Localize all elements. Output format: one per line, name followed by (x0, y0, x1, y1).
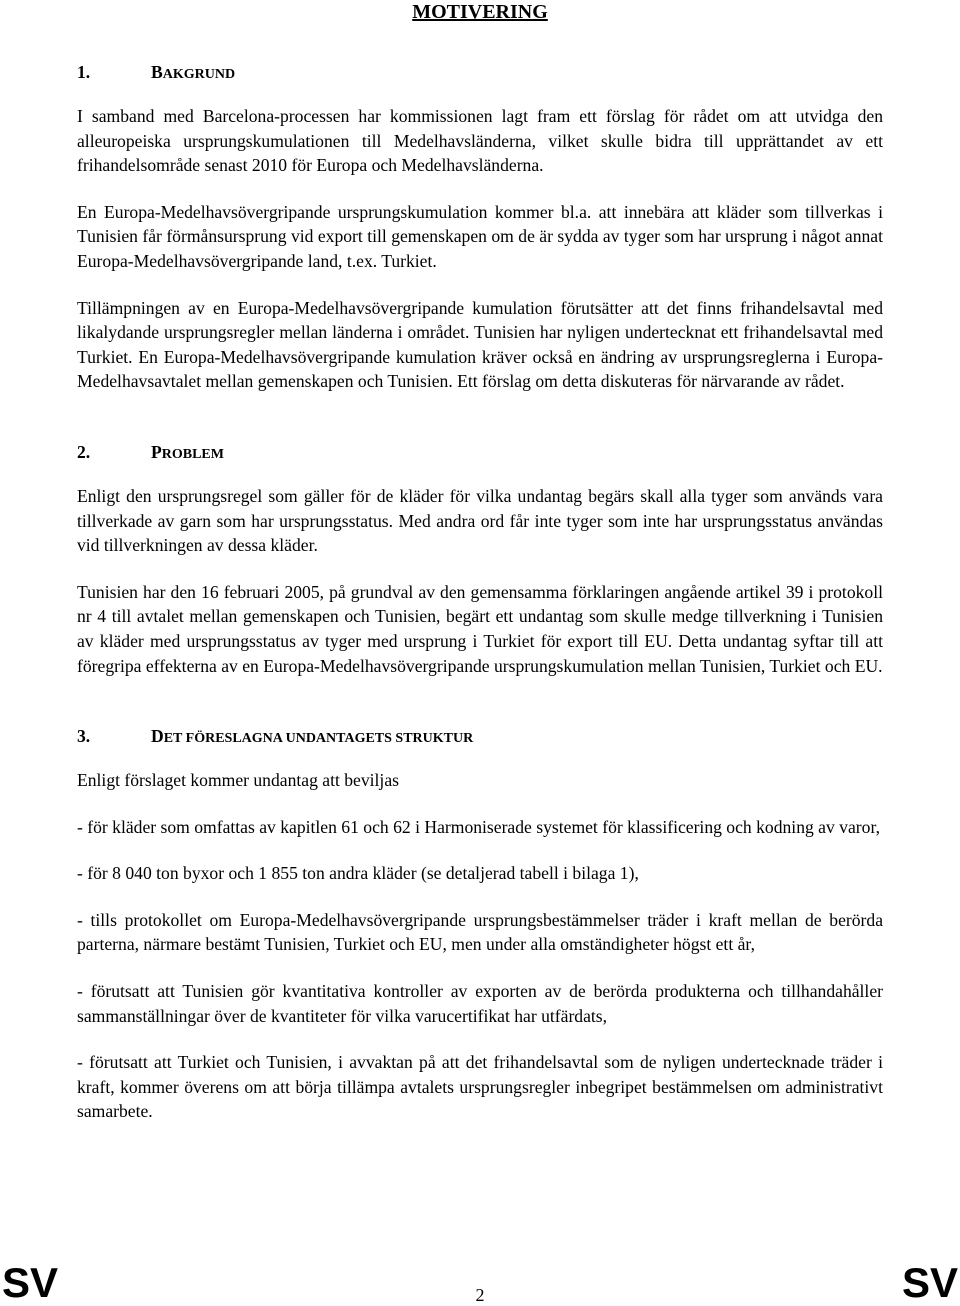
footer-language-code-right: SV (901, 1259, 958, 1306)
section-number: 1. (77, 62, 91, 82)
section-heading-structure (77, 724, 883, 748)
list-item: - förutsatt att Tunisien gör kvantitativa kontroller av exporten av de berörda produkterna och tillhandahåller sammanställningar över de kvantiteter för vilka varucertifikat har utfärdats, (77, 981, 883, 1026)
page-number: 2 (475, 1285, 485, 1305)
section-heading-initial: D (151, 726, 164, 747)
section-heading-background (77, 60, 883, 84)
section-heading-initial: B (151, 62, 163, 82)
section-heading-rest: ROBLEM (161, 446, 224, 462)
section-number: 2. (77, 441, 91, 462)
paragraph: Enligt den ursprungsregel som gäller för de kläder för vilka undantag begärs skall alla tyger som används vara tillverkade av garn som har ursprungsstatus. Med andra ord får inte tyger som inte har ursprungsstatus användas vid tillverkningen av dessa kläder. (77, 485, 883, 556)
section-heading-rest: ET FÖRESLAGNA UNDANTAGETS STRUKTUR (163, 731, 474, 747)
section-heading-problem (77, 440, 883, 464)
paragraph: En Europa-Medelhavsövergripande ursprungskumulation kommer bl.a. att innebära att kläder som tillverkas i Tunisien får förmånsursprung vid export till gemenskapen om de är sydda av tyger som har ursprung i något annat Europa-Medelhavsövergripande land, t.ex. Turkiet. (77, 201, 883, 271)
document-title: MOTIVERING (412, 1, 548, 23)
list-item: - för 8 040 ton byxor och 1 855 ton andra kläder (se detaljerad tabell i bilaga 1), (77, 863, 639, 884)
section-number: 3. (77, 726, 91, 747)
section-heading-initial: P (151, 441, 162, 462)
paragraph: Enligt förslaget kommer undantag att beviljas (77, 770, 399, 791)
footer-language-code-left: SV (2, 1259, 59, 1306)
paragraph: Tunisien har den 16 februari 2005, på grundval av den gemensamma förklaringen angående artikel 39 i protokoll nr 4 till avtalet mellan gemenskapen och Tunisien, begärt ett undantag som skulle medge tillverkning i Tunisien av kläder med ursprungsstatus av tyger med ursprung i Turkiet för export till EU. Detta undantag syftar till att föregripa effekterna av en Europa-Medelhavsövergripande ursprungskumulation mellan Tunisien, Turkiet och EU. (77, 581, 883, 676)
section-heading-rest: AKGRUND (162, 67, 236, 82)
list-item: - tills protokollet om Europa-Medelhavsövergripande ursprungsbestämmelser träder i kraft mellan de berörda parterna, närmare bestämt Tunisien, Turkiet och EU, men under alla omständigheter högst ett år, (77, 909, 883, 955)
paragraph: Tillämpningen av en Europa-Medelhavsövergripande kumulation förutsätter att det finns frihandelsavtal med likalydande ursprungsregler mellan länderna i området. Tunisien har nyligen undertecknat ett frihandelsavtal med Turkiet. En Europa-Medelhavsövergripande kumulation kräver också en ändring av ursprungsreglerna i Europa-Medelhavsavtalet mellan gemenskapen och Tunisien. Ett förslag om detta diskuteras för närvarande av rådet. (77, 297, 883, 392)
list-item: - för kläder som omfattas av kapitlen 61 och 62 i Harmoniserade systemet för klassificering och kodning av varor, (77, 816, 880, 837)
list-item: - förutsatt att Turkiet och Tunisien, i avvaktan på att det frihandelsavtal som de nyligen undertecknade träder i kraft, kommer överens om att börja tillämpa avtalets ursprungsregler inbegripet bestämmelsen om administrativt samarbete. (77, 1052, 883, 1122)
paragraph: I samband med Barcelona-processen har kommissionen lagt fram ett förslag för rådet om att utvidga den alleuropeiska ursprungskumulationen till Medelhavsländerna, vilket skulle bidra till upprättandet av ett frihandelsområde senast 2010 för Europa och Medelhavsländerna. (77, 106, 883, 176)
document-body (77, 60, 883, 1124)
